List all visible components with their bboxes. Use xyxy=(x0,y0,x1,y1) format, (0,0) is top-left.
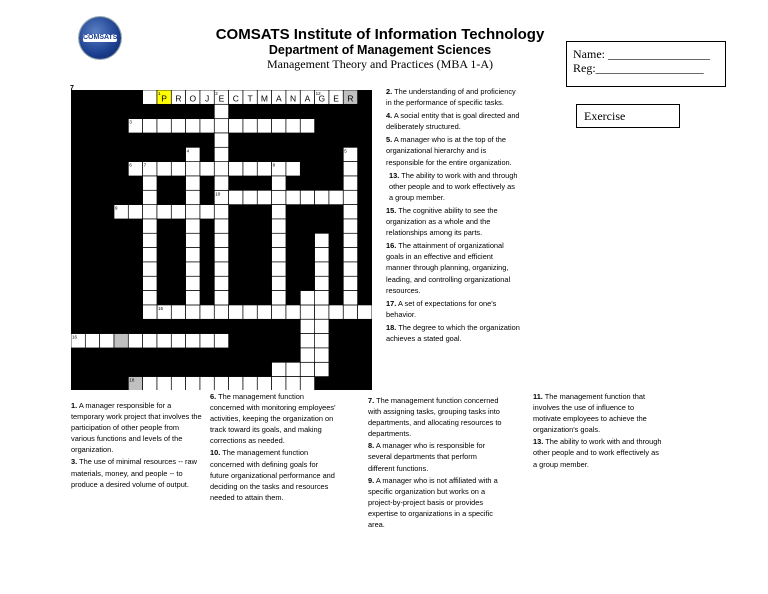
grid-letter: A xyxy=(304,93,311,104)
grid-cell[interactable] xyxy=(214,377,228,390)
grid-cell[interactable] xyxy=(143,262,157,276)
grid-cell[interactable] xyxy=(114,334,128,348)
grid-cell[interactable] xyxy=(214,291,228,305)
grid-cell[interactable] xyxy=(229,305,243,319)
grid-number: 10 xyxy=(215,191,221,197)
grid-cell[interactable] xyxy=(300,119,314,133)
clue-18: 18. The degree to which the organization achieves a stated goal. xyxy=(386,322,520,343)
grid-cell[interactable] xyxy=(214,219,228,233)
grid-cell[interactable] xyxy=(286,162,300,176)
grid-cell[interactable] xyxy=(272,248,286,262)
clue-11: 11. The management function that involves the use of influence to motivate employees to achieve the organization's goals. xyxy=(533,392,647,435)
clue-13-dup: 13. The ability to work with and through other people and to work effectively as a group member. xyxy=(533,437,662,469)
grid-cell[interactable] xyxy=(200,162,214,176)
grid-cell[interactable] xyxy=(257,190,271,204)
grid-cell[interactable] xyxy=(143,219,157,233)
grid-cell[interactable] xyxy=(143,233,157,247)
grid-number: 12 xyxy=(315,91,321,96)
grid-letter: R xyxy=(347,93,354,104)
clue-9: 9. A manager who is not affiliated with a specific organization but works on a project-by-project basis or provides expertise to organizations in a specific area. xyxy=(368,475,498,530)
grid-cell[interactable] xyxy=(186,248,200,262)
grid-cell[interactable] xyxy=(300,334,314,348)
grid-cell[interactable] xyxy=(286,377,300,390)
grid-cell[interactable] xyxy=(243,162,257,176)
clue-5: 5. A manager who is at the top of the organizational hierarchy and is responsible for the entire organization. xyxy=(386,135,512,167)
grid-cell[interactable] xyxy=(315,276,329,290)
grid-letter: G xyxy=(318,93,326,104)
grid-cell[interactable] xyxy=(171,119,185,133)
grid-number: 7 xyxy=(143,162,147,168)
grid-cell[interactable] xyxy=(214,305,228,319)
grid-cell[interactable] xyxy=(272,291,286,305)
grid-cell[interactable] xyxy=(157,334,171,348)
grid-cell[interactable] xyxy=(143,90,157,104)
grid-cell[interactable] xyxy=(200,205,214,219)
crossword-svg[interactable] xyxy=(71,90,372,390)
clue-13: 13. The ability to work with and through other people and to work effectively as a group member. xyxy=(389,170,518,202)
grid-cell[interactable] xyxy=(171,162,185,176)
grid-letter: A xyxy=(275,93,282,104)
grid-cell[interactable] xyxy=(272,219,286,233)
grid-cell[interactable] xyxy=(186,276,200,290)
grid-number: 3 xyxy=(129,119,132,125)
grid-cell[interactable] xyxy=(214,262,228,276)
grid-cell[interactable] xyxy=(157,162,171,176)
grid-cell[interactable] xyxy=(143,291,157,305)
grid-letter: P xyxy=(161,93,167,104)
grid-cell[interactable] xyxy=(229,162,243,176)
grid-cell[interactable] xyxy=(143,119,157,133)
grid-cell[interactable] xyxy=(186,205,200,219)
grid-cell[interactable] xyxy=(315,262,329,276)
grid-letter: T xyxy=(247,93,253,104)
clue-4: 4. A social entity that is goal directed and deliberately structured. xyxy=(386,111,520,132)
grid-cell[interactable] xyxy=(243,377,257,390)
grid-letter: C xyxy=(232,93,239,104)
grid-cell[interactable] xyxy=(300,362,314,376)
grid-letter: J xyxy=(205,93,210,104)
grid-cell[interactable] xyxy=(315,291,329,305)
grid-cell[interactable] xyxy=(214,233,228,247)
grid-number: 14 xyxy=(72,291,78,297)
grid-cell[interactable] xyxy=(85,334,99,348)
grid-cell[interactable] xyxy=(214,248,228,262)
grid-cell[interactable] xyxy=(214,133,228,147)
grid-cell[interactable] xyxy=(200,119,214,133)
grid-cell[interactable] xyxy=(171,305,185,319)
grid-cell[interactable] xyxy=(214,162,228,176)
clue-10: 10. The management function concerned with defining goals for future organizational performance and deciding on the tasks and resources needed to attain them. xyxy=(210,448,335,502)
grid-cell[interactable] xyxy=(157,205,171,219)
grid-cell[interactable] xyxy=(171,334,185,348)
grid-cell[interactable] xyxy=(143,276,157,290)
grid-cell[interactable] xyxy=(186,291,200,305)
clues-col-1 xyxy=(71,400,203,491)
grid-cell[interactable] xyxy=(171,377,185,390)
grid-cell[interactable] xyxy=(272,119,286,133)
clue-3: 3. The use of minimal resources -- raw materials, money, and people -- to produce a desired volume of output. xyxy=(71,457,197,489)
grid-cell[interactable] xyxy=(272,176,286,190)
comsats-logo xyxy=(79,17,121,59)
grid-number: 11 xyxy=(301,234,306,240)
grid-cell[interactable] xyxy=(257,119,271,133)
grid-number: 18 xyxy=(129,377,135,383)
grid-cell[interactable] xyxy=(143,205,157,219)
grid-cell[interactable] xyxy=(286,190,300,204)
crossword-grid[interactable] xyxy=(71,90,372,390)
grid-cell[interactable] xyxy=(186,176,200,190)
grid-cell[interactable] xyxy=(143,248,157,262)
grid-cell[interactable] xyxy=(257,162,271,176)
grid-cell[interactable] xyxy=(229,190,243,204)
clue-15: 15. The cognitive ability to see the organization as a whole and the relationships among its parts. xyxy=(386,205,498,238)
grid-cell[interactable] xyxy=(186,219,200,233)
grid-cell[interactable] xyxy=(343,219,357,233)
grid-cell[interactable] xyxy=(243,119,257,133)
grid-cell[interactable] xyxy=(214,176,228,190)
grid-cell[interactable] xyxy=(329,190,343,204)
grid-cell[interactable] xyxy=(300,348,314,362)
clue-2: 2. The understanding of and proficiency in the performance of specific tasks. xyxy=(386,87,516,108)
grid-cell[interactable] xyxy=(272,276,286,290)
grid-cell[interactable] xyxy=(214,119,228,133)
grid-cell[interactable] xyxy=(315,334,329,348)
clue-16: 16. The attainment of organizational goals in an effective and efficient manner through planning, organizing, leading, and controlling organizational resources. xyxy=(386,241,511,295)
name-field[interactable]: Name: _________________ xyxy=(573,47,710,61)
grid-number: 1 xyxy=(157,91,161,96)
name-reg-box xyxy=(566,41,726,87)
course-title: Management Theory and Practices (MBA 1-A) xyxy=(266,57,494,71)
grid-cell[interactable] xyxy=(229,377,243,390)
grid-number: 5 xyxy=(344,148,347,154)
grid-cell[interactable] xyxy=(343,248,357,262)
grid-number: 2 xyxy=(215,91,218,96)
grid-cell[interactable] xyxy=(186,377,200,390)
grid-cell[interactable] xyxy=(343,305,357,319)
grid-cell[interactable] xyxy=(157,377,171,390)
clue-17: 17. A set of expectations for one's behavior. xyxy=(386,298,497,319)
grid-cell[interactable] xyxy=(229,119,243,133)
grid-cell[interactable] xyxy=(214,104,228,118)
grid-cell[interactable] xyxy=(243,305,257,319)
grid-cell[interactable] xyxy=(200,334,214,348)
grid-number: 13 xyxy=(72,277,78,283)
clues-col-4 xyxy=(533,391,663,471)
grid-cell[interactable] xyxy=(272,362,286,376)
grid-cell[interactable] xyxy=(343,162,357,176)
grid-cell[interactable] xyxy=(200,377,214,390)
grid-cell[interactable] xyxy=(343,276,357,290)
grid-letter: E xyxy=(218,93,225,104)
grid-cell[interactable] xyxy=(315,190,329,204)
grid-cell[interactable] xyxy=(214,147,228,161)
grid-cell[interactable] xyxy=(272,305,286,319)
grid-cell[interactable] xyxy=(315,248,329,262)
grid-cell[interactable] xyxy=(343,291,357,305)
grid-cell[interactable] xyxy=(157,119,171,133)
clue-1: 1. A manager responsible for a temporary work project that involves the participation of other people from various functions and levels of the organization. xyxy=(71,401,202,455)
grid-cell[interactable] xyxy=(143,176,157,190)
grid-cell[interactable] xyxy=(286,362,300,376)
grid-cell[interactable] xyxy=(315,348,329,362)
grid-number: 16 xyxy=(72,334,78,340)
grid-number: 15 xyxy=(157,305,163,311)
grid-number: 17 xyxy=(272,334,278,340)
grid-cell[interactable] xyxy=(343,233,357,247)
grid-cell[interactable] xyxy=(300,319,314,333)
grid-cell[interactable] xyxy=(100,334,114,348)
grid-letter: E xyxy=(333,93,339,104)
department-title: Department of Management Sciences xyxy=(268,43,492,57)
grid-number: 9 xyxy=(114,205,118,211)
grid-cell[interactable] xyxy=(300,291,314,305)
grid-cell[interactable] xyxy=(143,190,157,204)
grid-cell[interactable] xyxy=(186,233,200,247)
clue-6: 6. The management function concerned with monitoring employees' activities, keeping the organization on track toward its goals, and making corrections as needed. xyxy=(210,392,336,446)
grid-cell[interactable] xyxy=(343,262,357,276)
grid-cell[interactable] xyxy=(143,334,157,348)
grid-cell[interactable] xyxy=(143,377,157,390)
grid-cell[interactable] xyxy=(272,377,286,390)
grid-cell[interactable] xyxy=(214,205,228,219)
grid-letter: O xyxy=(189,93,197,104)
logo-text: COMSATS xyxy=(83,34,118,41)
grid-cell[interactable] xyxy=(243,190,257,204)
grid-letter: N xyxy=(290,93,297,104)
grid-cell[interactable] xyxy=(214,334,228,348)
grid-cell[interactable] xyxy=(186,262,200,276)
right-clues xyxy=(386,86,520,346)
grid-cell[interactable] xyxy=(343,205,357,219)
grid-cell[interactable] xyxy=(272,190,286,204)
reg-field[interactable]: Reg:__________________ xyxy=(573,61,704,75)
grid-cell[interactable] xyxy=(186,119,200,133)
grid-cell[interactable] xyxy=(128,334,142,348)
grid-number: 4 xyxy=(186,148,190,154)
grid-cell[interactable] xyxy=(343,190,357,204)
grid-cell[interactable] xyxy=(128,205,142,219)
grid-cell[interactable] xyxy=(358,305,372,319)
grid-cell[interactable] xyxy=(286,119,300,133)
institute-title: COMSATS Institute of Information Technology xyxy=(215,26,545,43)
grid-cell[interactable] xyxy=(186,162,200,176)
clues-col-2 xyxy=(210,391,338,504)
grid-cell[interactable] xyxy=(186,305,200,319)
clues-col-3 xyxy=(368,395,502,531)
exercise-label: Exercise xyxy=(576,104,680,128)
grid-cell[interactable] xyxy=(200,305,214,319)
grid-number: 6 xyxy=(129,162,132,168)
grid-cell[interactable] xyxy=(315,305,329,319)
grid-cell[interactable] xyxy=(329,305,343,319)
grid-cell[interactable] xyxy=(214,276,228,290)
grid-cell[interactable] xyxy=(300,190,314,204)
grid-cell[interactable] xyxy=(257,377,271,390)
grid-cell[interactable] xyxy=(343,176,357,190)
clue-8: 8. A manager who is responsible for several departments that perform different functions. xyxy=(368,441,486,473)
grid-cell[interactable] xyxy=(315,362,329,376)
grid-cell[interactable] xyxy=(286,305,300,319)
grid-letter: M xyxy=(260,93,269,104)
clue-7: 7. The management function concerned with assigning tasks, grouping tasks into departments, and allocating resources to departments. xyxy=(368,396,502,439)
grid-cell[interactable] xyxy=(272,233,286,247)
grid-cell[interactable] xyxy=(186,334,200,348)
grid-cell[interactable] xyxy=(300,305,314,319)
grid-letter: R xyxy=(175,93,182,104)
grid-cell[interactable] xyxy=(272,205,286,219)
grid-cell[interactable] xyxy=(143,305,157,319)
grid-cell[interactable] xyxy=(257,305,271,319)
grid-cell[interactable] xyxy=(300,377,314,390)
grid-cell[interactable] xyxy=(186,190,200,204)
grid-cell[interactable] xyxy=(171,205,185,219)
grid-cell[interactable] xyxy=(315,319,329,333)
corner-mark: 7 xyxy=(70,85,74,92)
grid-number: 8 xyxy=(272,162,276,168)
grid-cell[interactable] xyxy=(315,233,329,247)
grid-cell[interactable] xyxy=(272,262,286,276)
